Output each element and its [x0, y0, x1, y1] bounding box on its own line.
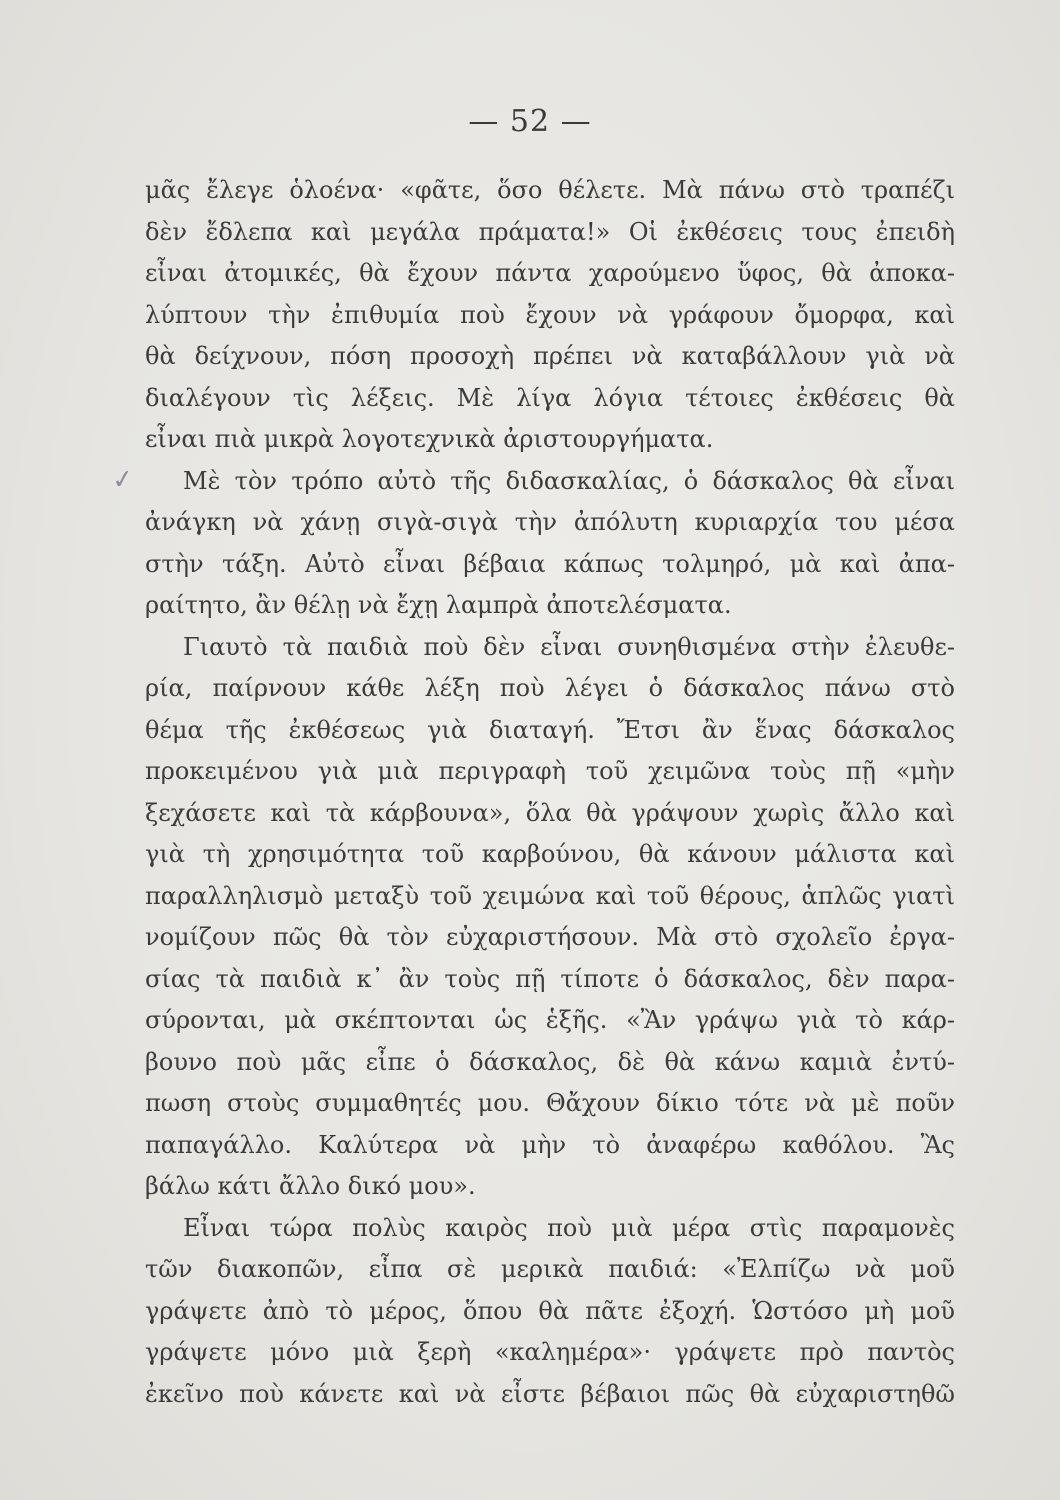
paragraph-start-line: Εἶναι τώρα πολὺς καιρὸς ποὺ μιὰ μέρα στὶς παραμονὲς [183, 1213, 955, 1242]
text-line: ραίτητο, ἂν θέλῃ νὰ ἔχῃ λαμπρὰ ἀποτελέσματα. [145, 591, 732, 619]
text-line: ρία, παίρνουν κάθε λέξη ποὺ λέγει ὁ δάσκαλος πάνω στὸ [145, 674, 955, 702]
text-line: προκειμένου γιὰ μιὰ περιγραφὴ τοῦ χειμῶνα τοὺς πῇ «μὴν [145, 757, 955, 785]
margin-checkmark: ✓ [110, 463, 136, 497]
text-line: εἶναι πιὰ μικρὰ λογοτεχνικὰ ἀριστουργήματα. [145, 425, 714, 453]
text-line: βάλω κάτι ἄλλο δικό μου». [145, 1172, 476, 1200]
text-line: διαλέγουν τὶς λέξεις. Μὲ λίγα λόγια τέτοιες ἐκθέσεις θὰ [145, 383, 955, 412]
text-line: νομίζουν πῶς θὰ τὸν εὐχαριστήσουν. Μὰ στὸ σχολεῖο ἐργα- [145, 923, 955, 951]
text-line: γιὰ τὴ χρησιμότητα τοῦ καρβούνου, θὰ κάνουν μάλιστα καὶ [145, 840, 955, 868]
text-line: λύπτουν τὴν ἐπιθυμία ποὺ ἔχουν νὰ γράφουν ὄμορφα, καὶ [145, 300, 955, 329]
text-line: ἐκεῖνο ποὺ κάνετε καὶ νὰ εἶστε βέβαιοι πῶς θὰ εὐχαριστηθῶ [145, 1379, 955, 1408]
text-line: γράψετε μόνο μιὰ ξερὴ «καλημέρα»· γράψετε πρὸ παντὸς [145, 1338, 955, 1366]
text-line: μᾶς ἔλεγε ὁλοένα· «φᾶτε, ὅσο θέλετε. Μὰ πάνω στὸ τραπέζι [145, 176, 955, 204]
text-line: ξεχάσετε καὶ τὰ κάρβουνα», ὅλα θὰ γράψουν χωρὶς ἄλλο καὶ [145, 798, 955, 827]
text-line: στὴν τάξη. Αὐτὸ εἶναι βέβαια κάπως τολμηρό, μὰ καὶ ἀπα- [145, 549, 955, 578]
page-number: — 52 — [468, 104, 592, 139]
text-line: γράψετε ἀπὸ τὸ μέρος, ὅπου θὰ πᾶτε ἐξοχή. Ὡστόσο μὴ μοῦ [145, 1296, 955, 1325]
text-line: θέμα τῆς ἐκθέσεως γιὰ διαταγή. Ἔτσι ἂν ἕνας δάσκαλος [145, 715, 955, 744]
text-line: σίας τὰ παιδιὰ κ᾿ ἂν τοὺς πῇ τίποτε ὁ δάσκαλος, δὲν παρα- [145, 964, 955, 993]
text-line: εἶναι ἀτομικές, θὰ ἔχουν πάντα χαρούμενο ὕφος, θὰ ἀποκα- [145, 259, 955, 287]
paragraph-start-line: Γιαυτὸ τὰ παιδιὰ ποὺ δὲν εἶναι συνηθισμένα στὴν ἐλευθε- [183, 632, 955, 661]
body-text [145, 170, 955, 1415]
text-line: πωση στοὺς συμμαθητές μου. Θἄχουν δίκιο τότε νὰ μὲ ποῦν [145, 1089, 955, 1117]
text-line: ἀνάγκη νὰ χάνῃ σιγὰ-σιγὰ τὴν ἀπόλυτη κυριαρχία του μέσα [145, 508, 955, 536]
text-line: σύρονται, μὰ σκέπτονται ὡς ἑξῆς. «Ἂν γράψω γιὰ τὸ κάρ- [145, 1006, 955, 1034]
text-line: τῶν διακοπῶν, εἶπα σὲ μερικὰ παιδιά: «Ἐλπίζω νὰ μοῦ [145, 1255, 955, 1283]
text-line: βουνο ποὺ μᾶς εἶπε ὁ δάσκαλος, δὲ θὰ κάνω καμιὰ ἐντύ- [145, 1047, 955, 1076]
text-line: παπαγάλλο. Καλύτερα νὰ μὴν τὸ ἀναφέρω καθόλου. Ἂς [145, 1130, 955, 1159]
text-line: θὰ δείχνουν, πόση προσοχὴ πρέπει νὰ καταβάλλουν γιὰ νὰ [145, 342, 955, 370]
text-line: παραλληλισμὸ μεταξὺ τοῦ χειμώνα καὶ τοῦ θέρους, ἁπλῶς γιατὶ [145, 881, 955, 910]
paragraph-start-line: Μὲ τὸν τρόπο αὐτὸ τῆς διδασκαλίας, ὁ δάσκαλος θὰ εἶναι [183, 466, 955, 495]
text-line: δὲν ἔδλεπα καὶ μεγάλα πράματα!» Οἱ ἐκθέσεις τους ἐπειδὴ [145, 217, 955, 246]
